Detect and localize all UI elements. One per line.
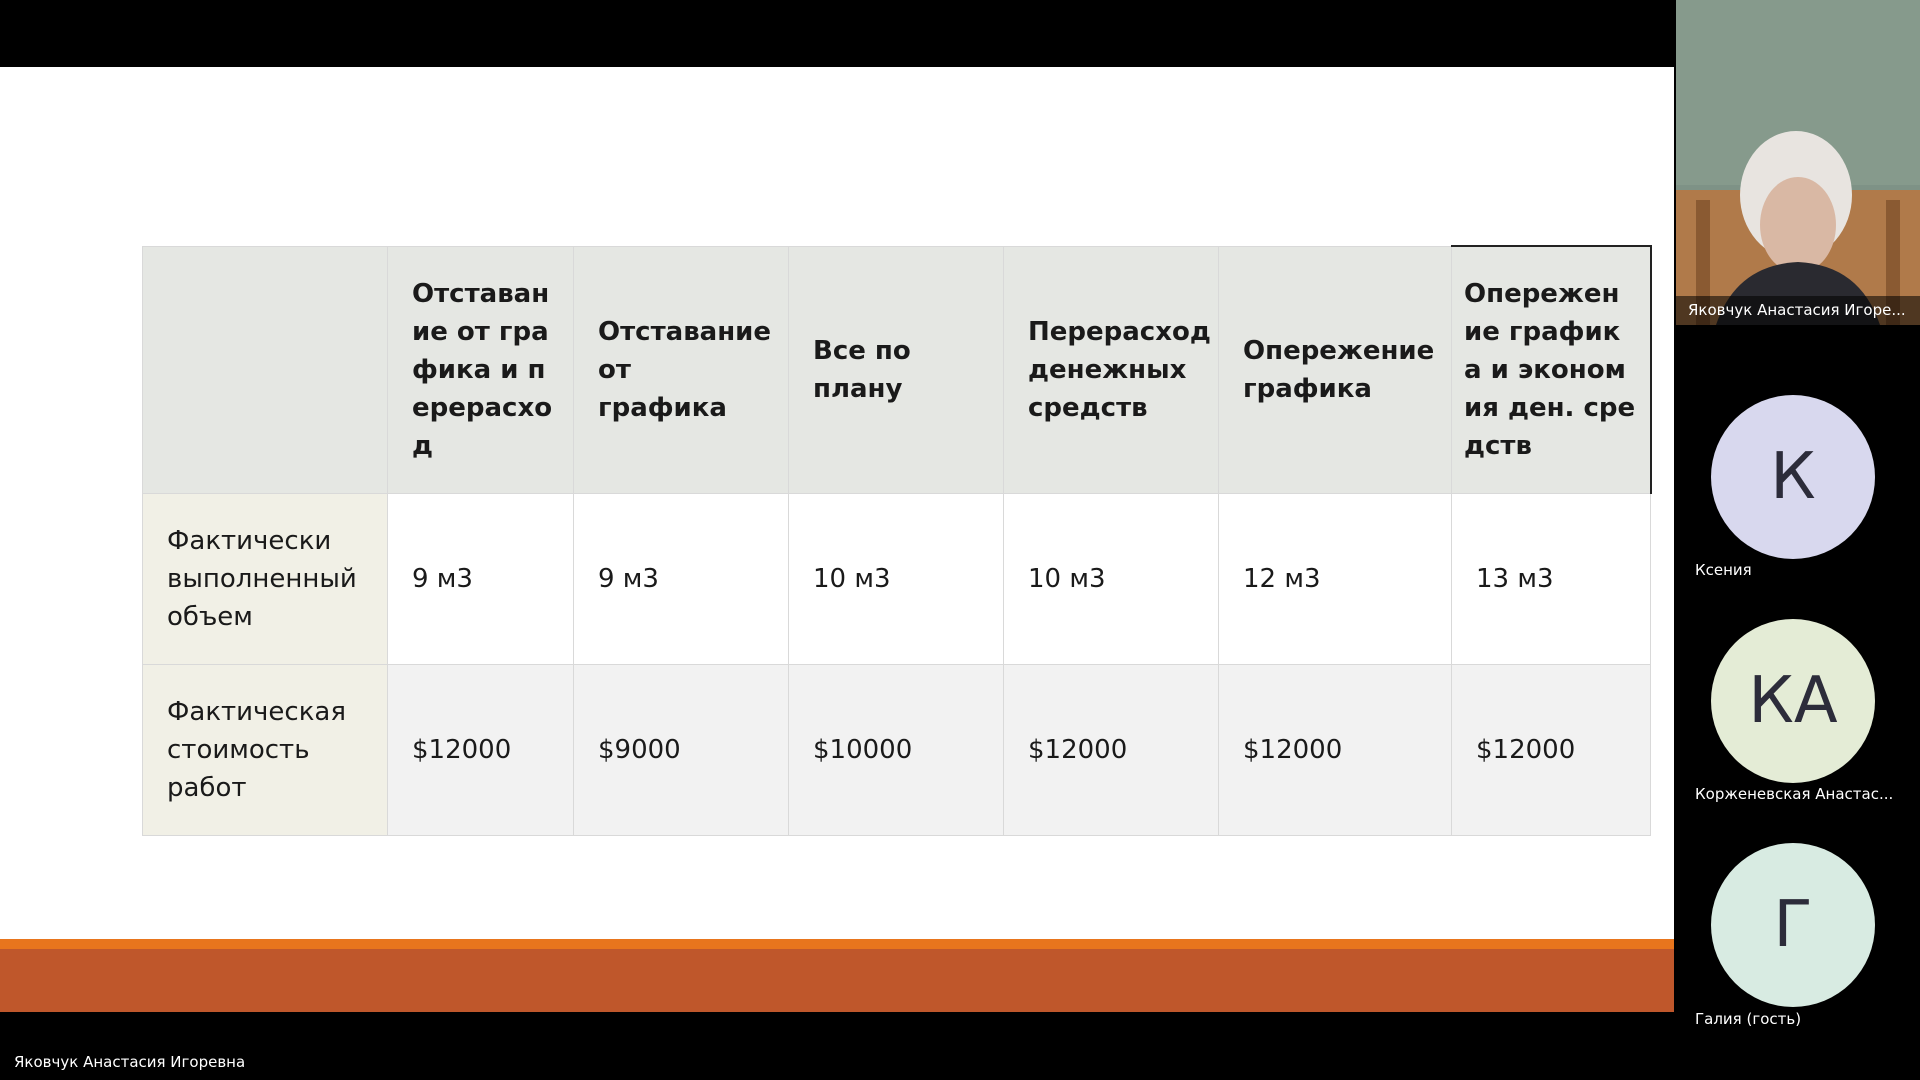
table-cell: 10 м3 — [1004, 494, 1219, 665]
header-cell-empty — [143, 246, 388, 494]
row-label: Фактическая стоимость работ — [143, 665, 388, 836]
table-cell: $12000 — [1219, 665, 1452, 836]
participant-name: Галия (гость) — [1695, 1010, 1802, 1028]
header-cell: Отставание от графика и перерасход — [388, 246, 574, 494]
presenter-video-image — [1676, 0, 1920, 325]
avatar-initials: Г — [1773, 888, 1813, 962]
presenter-name-label: Яковчук Анастасия Игоревна — [14, 1053, 246, 1071]
header-cell: Опережение графика — [1219, 246, 1452, 494]
comparison-table — [142, 245, 1652, 836]
header-cell: Все по плану — [789, 246, 1004, 494]
video-caption: Яковчук Анастасия Игоре... — [1676, 296, 1920, 325]
table-cell: 9 м3 — [388, 494, 574, 665]
footer-bar — [0, 949, 1674, 1012]
table-cell: $12000 — [1004, 665, 1219, 836]
header-cell: Перерасход денежных средств — [1004, 246, 1219, 494]
shared-slide — [0, 67, 1674, 1012]
participant-name: Ксения — [1695, 561, 1752, 579]
table-row — [143, 494, 1651, 665]
table-cell: 10 м3 — [789, 494, 1004, 665]
footer-accent-bar — [0, 939, 1674, 949]
table-cell: $10000 — [789, 665, 1004, 836]
table-header-row — [143, 246, 1651, 494]
participant-avatar[interactable] — [1711, 395, 1875, 559]
table-cell: 13 м3 — [1452, 494, 1651, 665]
avatar-initials: КА — [1748, 664, 1838, 738]
table-cell: $12000 — [388, 665, 574, 836]
participant-name: Корженевская Анастас... — [1695, 785, 1894, 803]
table-cell: $12000 — [1452, 665, 1651, 836]
participant-avatar[interactable] — [1711, 619, 1875, 783]
header-cell: Отставание от графика — [574, 246, 789, 494]
row-label: Фактически выполненный объем — [143, 494, 388, 665]
table-cell: 12 м3 — [1219, 494, 1452, 665]
table-cell: 9 м3 — [574, 494, 789, 665]
participant-avatar[interactable] — [1711, 843, 1875, 1007]
table-row — [143, 665, 1651, 836]
presenter-video-tile[interactable] — [1676, 0, 1920, 325]
avatar-initials: К — [1770, 440, 1816, 514]
header-cell: Опережение графика и экономия ден. средств — [1452, 246, 1651, 494]
table-cell: $9000 — [574, 665, 789, 836]
